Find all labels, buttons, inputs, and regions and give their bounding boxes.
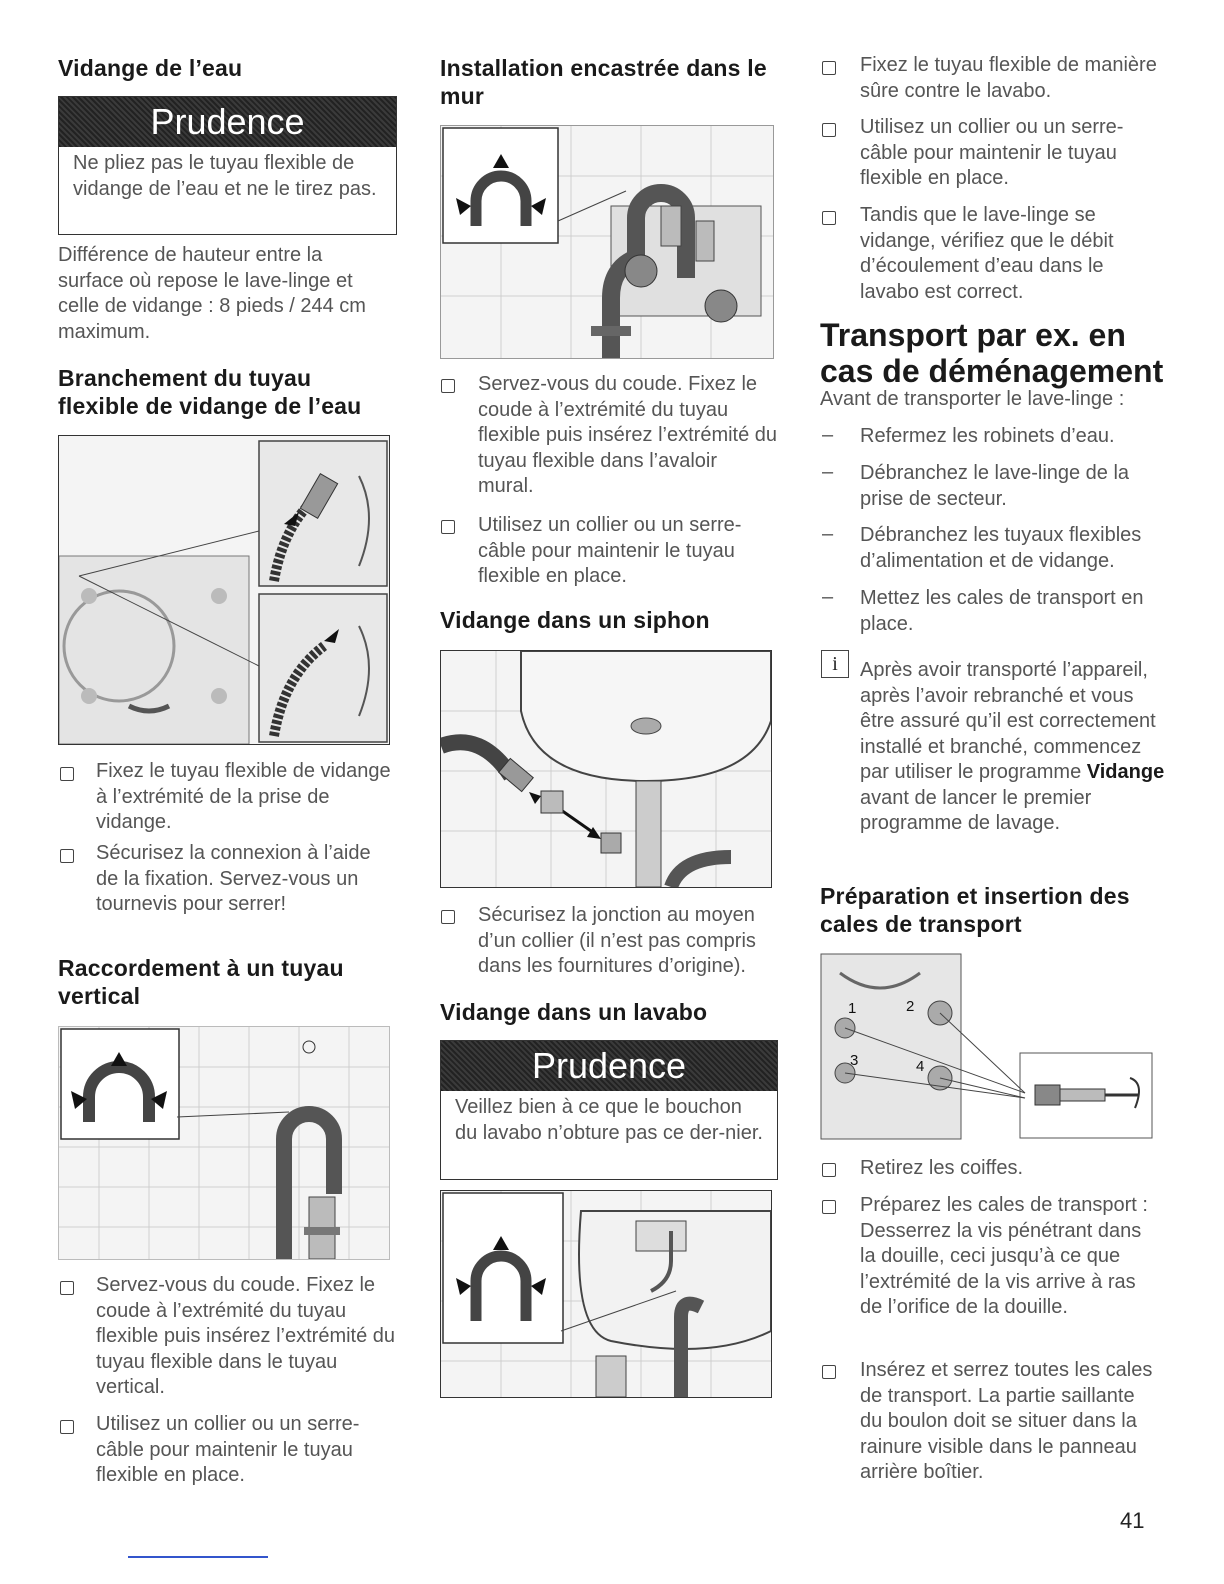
checkbox-icon bbox=[822, 61, 836, 75]
info-text: Après avoir transporté l’appareil, après l’avoir rebranché et vous être assuré qu’il est correctement installé et branché, commencez par utiliser le programme bbox=[860, 659, 1156, 783]
list-item: Utilisez un collier ou un serre-câble pour maintenir le tuyau flexible en place. bbox=[96, 1413, 360, 1486]
list-item: Débranchez le lave-linge de la prise de secteur. bbox=[860, 462, 1130, 510]
heading-installation: Installation encastrée dans le mur bbox=[440, 55, 767, 109]
info-bold-program: Vidange bbox=[1086, 761, 1165, 783]
figure-drain-connection bbox=[58, 435, 390, 745]
list-item: Fixez le tuyau flexible de vidange à l’extrémité de la prise de vidange. bbox=[96, 760, 391, 833]
list-item: Utilisez un collier ou un serre-câble pour maintenir le tuyau flexible en place. bbox=[860, 116, 1124, 189]
list-item: Débranchez les tuyaux flexibles d’alimentation et de vidange. bbox=[860, 524, 1142, 572]
checkbox-icon bbox=[60, 767, 74, 781]
heading-vidange: Vidange de l’eau bbox=[58, 55, 243, 81]
list-item: Tandis que le lave-linge se vidange, vérifiez que le débit d’écoulement d’eau dans le lavabo est correct. bbox=[860, 204, 1114, 303]
checkbox-icon bbox=[822, 1200, 836, 1214]
list-item: Utilisez un collier ou un serre-câble pour maintenir le tuyau flexible en place. bbox=[478, 514, 742, 587]
washer-back-illustration bbox=[59, 436, 389, 744]
figure-wall-drain bbox=[440, 125, 774, 359]
list-item: Insérez et serrez toutes les cales de transport. La partie saillante du boulon doit se situer dans la rainure visible dans le panneau arrière boîtier. bbox=[860, 1359, 1153, 1483]
heading-transport: Transport par ex. en cas de déménagement bbox=[820, 317, 1164, 389]
dash-bullet: – bbox=[822, 461, 834, 483]
caution-text: Veillez bien à ce que le bouchon du lavabo n’obture pas ce der-nier. bbox=[455, 1096, 763, 1144]
checkbox-icon bbox=[60, 1281, 74, 1295]
paragraph-height-difference: Différence de hauteur entre la surface où repose le lave-linge et celle de vidange : 8 pieds / 244 cm maximum. bbox=[58, 244, 366, 343]
list-item: Servez-vous du coude. Fixez le coude à l’extrémité du tuyau flexible puis insérez l’extrémité du tuyau flexible dans le tuyau vertical. bbox=[96, 1274, 396, 1398]
list-item: Sécurisez la jonction au moyen d’un collier (il n’est pas compris dans les fournitures d’origine). bbox=[478, 904, 756, 977]
figure-washbasin bbox=[440, 1190, 772, 1398]
caution-title: Prudence bbox=[441, 1041, 777, 1091]
checkbox-icon bbox=[822, 1163, 836, 1177]
list-item: Fixez le tuyau flexible de manière sûre contre le lavabo. bbox=[860, 54, 1157, 102]
figure-standpipe bbox=[58, 1026, 390, 1260]
list-item: Retirez les coiffes. bbox=[860, 1157, 1024, 1179]
callout-4: 4 bbox=[916, 1058, 925, 1075]
siphon-illustration bbox=[441, 651, 771, 887]
caution-text: Ne pliez pas le tuyau flexible de vidange de l’eau et ne le tirez pas. bbox=[73, 152, 377, 200]
paragraph-before-transport: Avant de transporter le lave-linge : bbox=[820, 388, 1125, 410]
dash-bullet: – bbox=[822, 586, 834, 608]
page-number: 41 bbox=[1120, 1508, 1145, 1533]
dash-bullet: – bbox=[822, 523, 834, 545]
list-item: Sécurisez la connexion à l’aide de la fixation. Servez-vous un tournevis pour serrer! bbox=[96, 842, 371, 915]
info-tail: avant de lancer le premier programme de lavage. bbox=[860, 786, 1092, 834]
caution-box bbox=[58, 96, 397, 235]
heading-branchement: Branchement du tuyau flexible de vidange de l’eau bbox=[58, 365, 362, 419]
checkbox-icon bbox=[441, 379, 455, 393]
checkbox-icon bbox=[822, 1365, 836, 1379]
wall-drain-illustration bbox=[441, 126, 773, 358]
callout-3: 3 bbox=[850, 1052, 859, 1069]
checkbox-icon bbox=[441, 910, 455, 924]
list-item: Préparez les cales de transport : Desserrez la vis pénétrant dans la douille, ceci jusqu’à ce que l’extrémité de la vis arrive à ras de l’orifice de la douille. bbox=[860, 1194, 1148, 1318]
heading-lavabo: Vidange dans un lavabo bbox=[440, 999, 708, 1025]
figure-transport-bolts bbox=[820, 953, 1154, 1140]
transport-bolts-illustration bbox=[820, 953, 1154, 1140]
callout-1: 1 bbox=[848, 1000, 857, 1017]
checkbox-icon bbox=[60, 1420, 74, 1434]
standpipe-illustration bbox=[59, 1027, 389, 1259]
caution-title: Prudence bbox=[59, 97, 396, 147]
heading-raccordement: Raccordement à un tuyau vertical bbox=[58, 955, 344, 1009]
checkbox-icon bbox=[822, 123, 836, 137]
callout-2: 2 bbox=[906, 998, 915, 1015]
checkbox-icon bbox=[441, 520, 455, 534]
list-item: Servez-vous du coude. Fixez le coude à l’extrémité du tuyau flexible puis insérez l’extrémité du tuyau flexible dans l’avaloir mural. bbox=[478, 373, 778, 497]
caution-box bbox=[440, 1040, 778, 1180]
info-icon: i bbox=[821, 650, 849, 678]
footer-link-line bbox=[128, 1556, 268, 1558]
heading-preparation: Préparation et insertion des cales de transport bbox=[820, 883, 1130, 937]
washbasin-illustration bbox=[441, 1191, 771, 1397]
info-note bbox=[860, 658, 1165, 837]
dash-bullet: – bbox=[822, 424, 834, 446]
checkbox-icon bbox=[60, 849, 74, 863]
figure-siphon bbox=[440, 650, 772, 888]
list-item: Refermez les robinets d’eau. bbox=[860, 425, 1115, 447]
list-item: Mettez les cales de transport en place. bbox=[860, 587, 1144, 635]
checkbox-icon bbox=[822, 211, 836, 225]
heading-siphon: Vidange dans un siphon bbox=[440, 607, 710, 633]
